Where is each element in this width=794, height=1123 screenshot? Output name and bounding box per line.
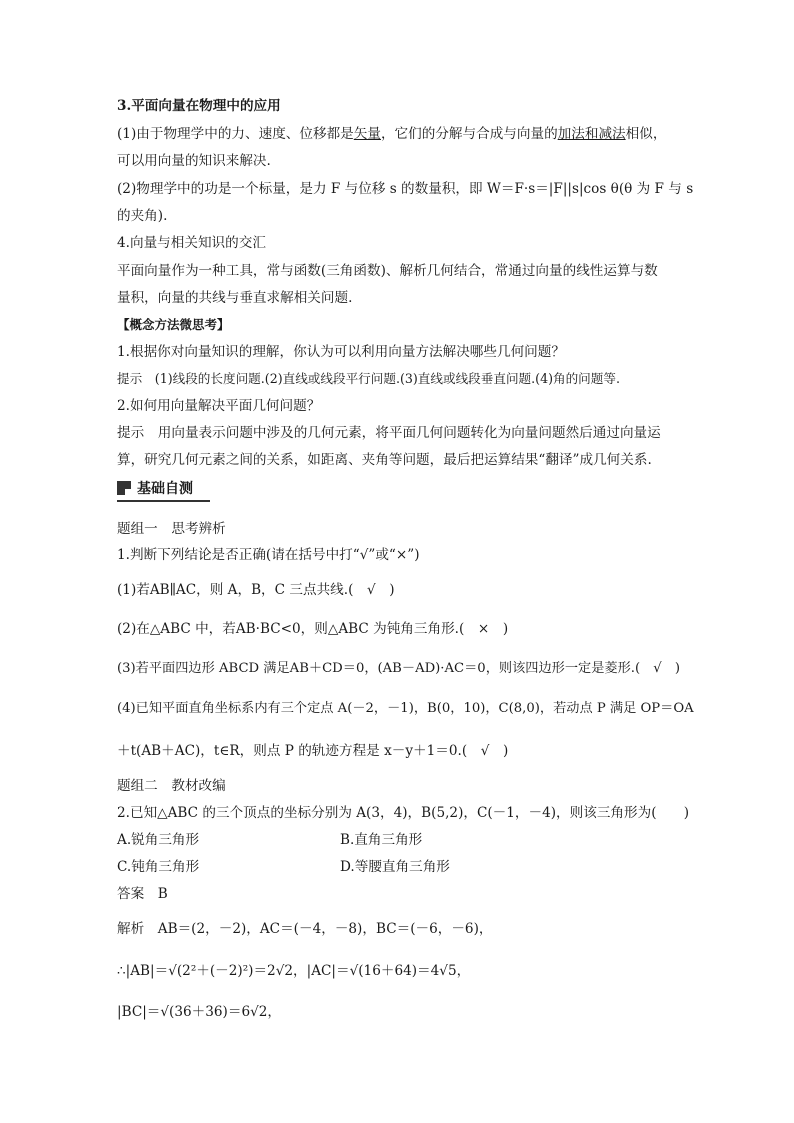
underlined-term: 矢量 (353, 126, 381, 142)
paragraph-3-2: (2)物理学中的功是一个标量，是力 F 与位移 s 的数量积，即 W＝F·s＝|F||s|cos θ(θ 为 F 与 s (117, 181, 694, 197)
judgement-item-4: (4)已知平面直角坐标系内有三个定点 A(－2，－1)，B(0，10)，C(8,0)，若动点 P 满足 OP＝OA (117, 701, 694, 716)
text: 相似， (625, 126, 667, 142)
text: ，它们的分解与合成与向量的 (380, 126, 558, 142)
section-underline (117, 500, 210, 502)
group-1-title: 题组一 思考辨析 (117, 521, 226, 537)
judgement-item-3: (3)若平面四边形 ABCD 满足AB＋CD＝0，(AB－AD)·AC＝0，则该四边形一定是菱形.( √ ) (117, 661, 681, 676)
underlined-term: 加法和减法 (557, 126, 626, 142)
option-c: C.钝角三角形 (117, 859, 200, 875)
section-4-heading: 4.向量与相关知识的交汇 (117, 235, 266, 251)
think-hint-1: 提示 (1)线段的长度问题.(2)直线或线段平行问题.(3)直线或线段垂直问题.(4)角的问题等. (117, 371, 620, 386)
think-hint-2-cont: 算，研究几何元素之间的关系，如距离、夹角等问题，最后把运算结果“翻译”成几何关系. (117, 452, 652, 468)
section-header (117, 478, 193, 498)
option-a: A.锐角三角形 (117, 832, 200, 848)
answer: 答案 B (117, 886, 168, 902)
think-question-2: 2.如何用向量解决平面几何问题？ (117, 398, 321, 414)
paragraph-4-1-cont: 量积，向量的共线与垂直求解相关问题. (117, 290, 353, 306)
concept-think-label: 【概念方法微思考】 (117, 317, 230, 332)
question-1: 1.判断下列结论是否正确(请在括号中打“√”或“×”) (117, 547, 420, 563)
judgement-item-1: (1)若AB∥AC，则 A，B，C 三点共线.( √ ) (117, 582, 395, 598)
option-b: B.直角三角形 (340, 832, 423, 848)
paragraph-3-2-cont: 的夹角). (117, 208, 168, 224)
think-hint-2: 提示 用向量表示问题中涉及的几何元素，将平面几何问题转化为向量问题然后通过向量运 (117, 425, 661, 441)
solution-line-1: 解析 AB＝(2，－2)，AC＝(－4，－8)，BC＝(－6，－6)， (117, 921, 493, 937)
text: (1)由于物理学中的力、速度、位移都是 (117, 126, 354, 142)
option-d: D.等腰直角三角形 (340, 859, 450, 875)
paragraph-4-1: 平面向量作为一种工具，常与函数(三角函数)、解析几何结合，常通过向量的线性运算与数 (117, 263, 658, 279)
paragraph-3-1-cont: 可以用向量的知识来解决. (117, 153, 271, 169)
question-2: 2.已知△ABC 的三个顶点的坐标分别为 A(3，4)，B(5,2)，C(－1，－4)，则该三角形为( ) (117, 805, 689, 821)
solution-line-2: ∴|AB|＝√(2²＋(－2)²)＝2√2，|AC|＝√(16＋64)＝4√5， (117, 963, 471, 979)
judgement-item-4-cont: ＋t(AB＋AC)，t∈R，则点 P 的轨迹方程是 x－y＋1＝0.( √ ) (117, 743, 509, 759)
group-2-title: 题组二 教材改编 (117, 778, 226, 794)
section-square-icon (117, 481, 131, 495)
section-title: 基础自测 (137, 481, 193, 497)
section-3-heading: 3.平面向量在物理中的应用 (117, 98, 281, 114)
solution-line-3: |BC|＝√(36＋36)＝6√2， (117, 1004, 282, 1020)
paragraph-3-1 (117, 125, 666, 143)
think-question-1: 1.根据你对向量知识的理解，你认为可以利用向量方法解决哪些几何问题？ (117, 344, 565, 360)
judgement-item-2: (2)在△ABC 中，若AB·BC<0，则△ABC 为钝角三角形.( × ) (117, 621, 509, 637)
